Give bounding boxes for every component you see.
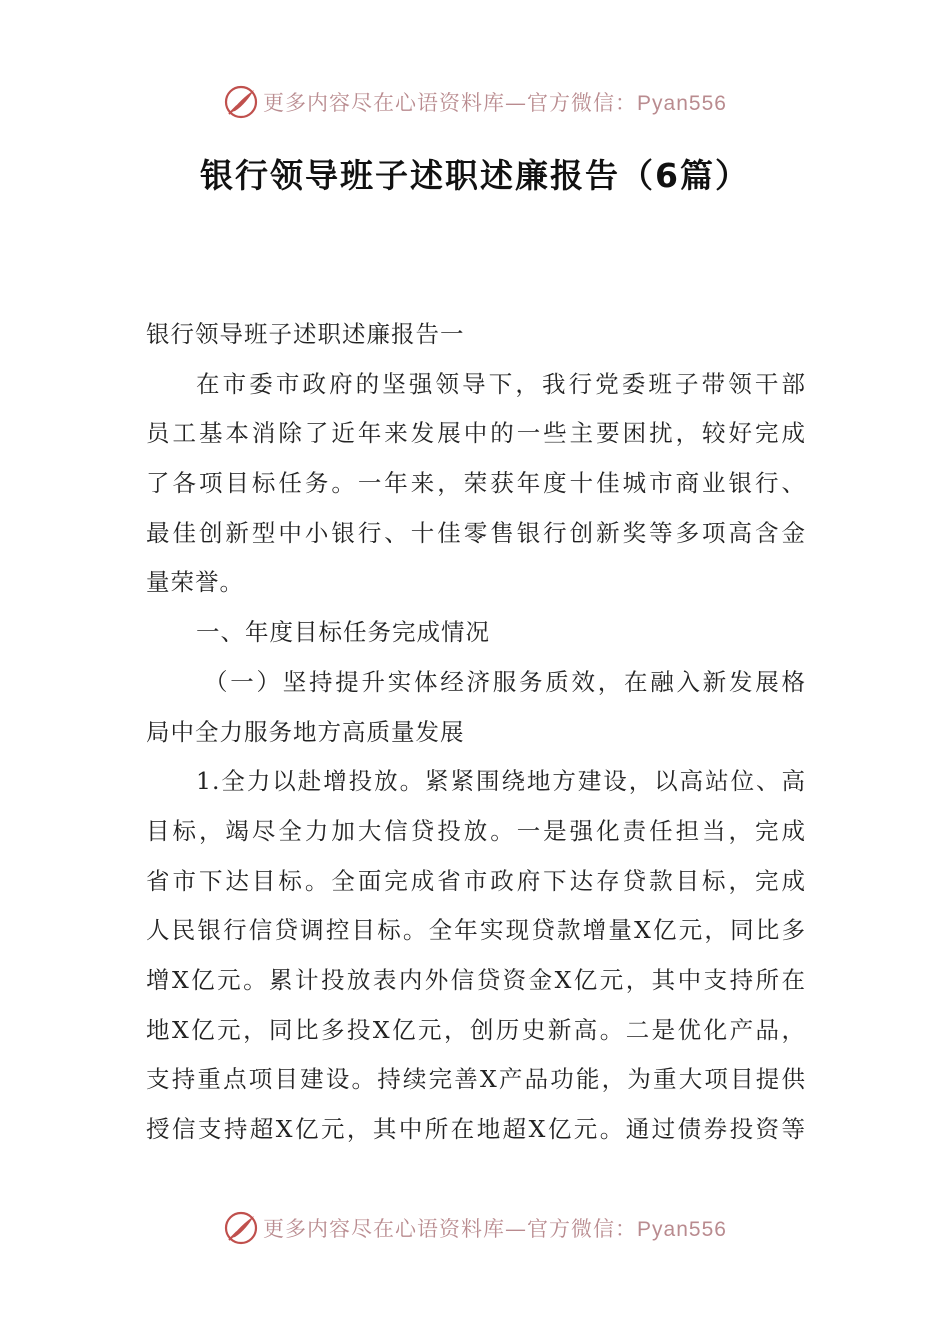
feather-pen-logo-icon — [223, 1210, 259, 1246]
paragraph-line: 授信支持超X亿元，其中所在地超X亿元。通过债券投资等 — [146, 1115, 806, 1143]
banner-dash: — — [505, 91, 528, 115]
banner-text — [263, 1213, 727, 1243]
document-title: 银行领导班子述职述廉报告（6篇） — [200, 156, 750, 195]
feather-pen-logo-icon — [223, 84, 259, 120]
document-body — [146, 310, 806, 1155]
banner-wechat-id: Pyan556 — [637, 92, 727, 115]
paragraph-line: 了各项目标任务。一年来，荣获年度十佳城市商业银行、 — [146, 469, 806, 498]
banner-wechat-id: Pyan556 — [637, 1218, 727, 1241]
banner-site-name: 更多内容尽在心语资料库 — [263, 1217, 506, 1241]
paragraph-line: 员工基本消除了近年来发展中的一些主要困扰，较好完成 — [146, 419, 806, 448]
banner-dash: — — [505, 1217, 528, 1241]
paragraph-line: 支持重点项目建设。持续完善X产品功能，为重大项目提供 — [146, 1065, 806, 1094]
banner-wechat-label: 官方微信： — [527, 91, 638, 115]
paragraph-line: 省市下达目标。全面完成省市政府下达存贷款目标，完成 — [146, 866, 806, 895]
paragraph-line: 人民银行信贷调控目标。全年实现贷款增量X亿元，同比多 — [146, 916, 806, 945]
paragraph-line: 最佳创新型中小银行、十佳零售银行创新奖等多项高含金 — [146, 518, 806, 547]
subsection-heading: 一、年度目标任务完成情况 — [196, 618, 490, 647]
paragraph-line: 局中全力服务地方高质量发展 — [146, 717, 465, 746]
paragraph-line: 在市委市政府的坚强领导下，我行党委班子带领干部 — [196, 369, 806, 398]
footer-banner — [0, 1208, 950, 1248]
paragraph-line: （一）坚持提升实体经济服务质效，在融入新发展格 — [204, 667, 806, 696]
banner-site-name: 更多内容尽在心语资料库 — [263, 91, 506, 115]
banner-text — [263, 87, 727, 117]
paragraph-line: 目标，竭尽全力加大信贷投放。一是强化责任担当，完成 — [146, 816, 806, 845]
paragraph-line: 增X亿元。累计投放表内外信贷资金X亿元，其中支持所在 — [146, 965, 806, 994]
header-banner — [0, 82, 950, 122]
section-heading: 银行领导班子述职述廉报告一 — [146, 320, 465, 348]
banner-wechat-label: 官方微信： — [527, 1217, 638, 1241]
paragraph-line: 地X亿元，同比多投X亿元，创历史新高。二是优化产品， — [146, 1015, 806, 1044]
paragraph-line: 量荣誉。 — [146, 568, 244, 597]
paragraph-line: 1.全力以赴增投放。紧紧围绕地方建设，以高站位、高 — [196, 767, 806, 796]
